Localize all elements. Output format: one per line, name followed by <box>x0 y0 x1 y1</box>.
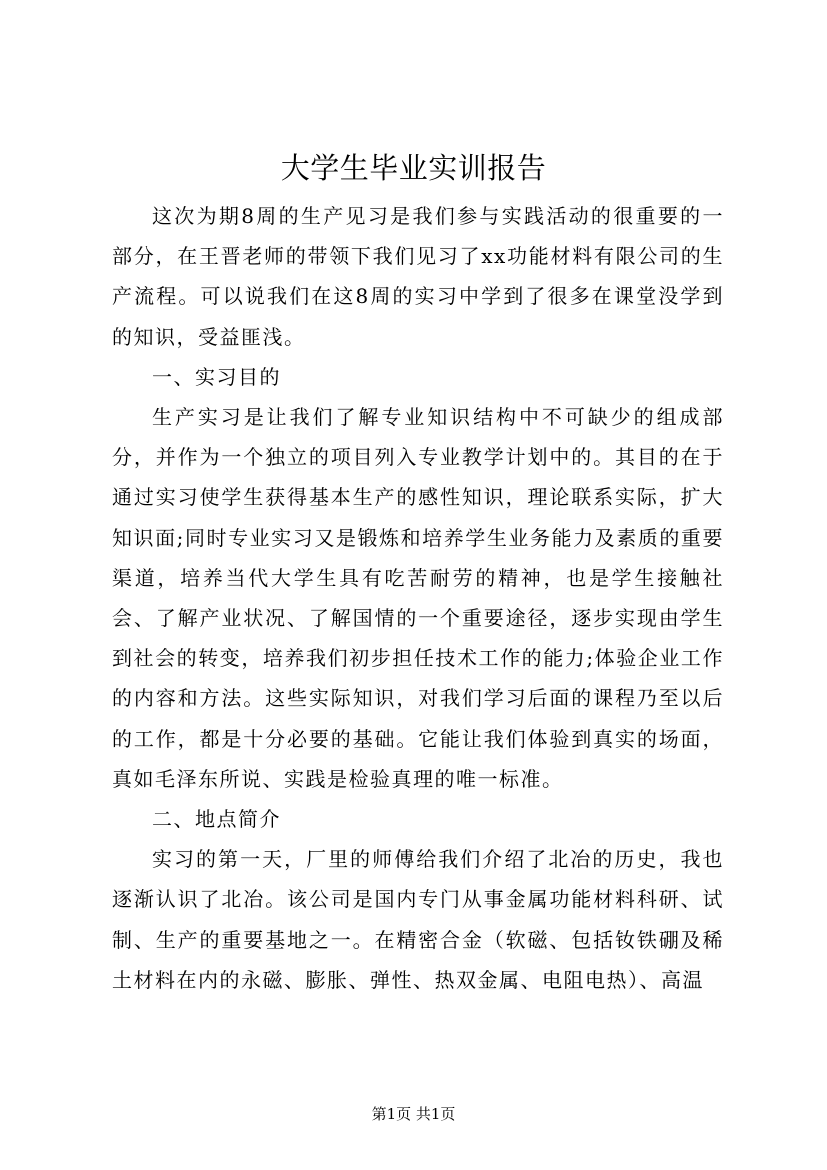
document-body <box>112 196 724 1000</box>
intro-paragraph: 这次为期8周的生产见习是我们参与实践活动的很重要的一部分，在王晋老师的带领下我们见习了xx功能材料有限公司的生产流程。可以说我们在这8周的实习中学到了很多在课堂没学到的知识，受益匪浅。 <box>112 204 724 349</box>
document-title: 大学生毕业实训报告 <box>280 151 547 185</box>
purpose-paragraph: 生产实习是让我们了解专业知识结构中不可缺少的组成部分，并作为一个独立的项目列入专业教学计划中的。其目的在于通过实习使学生获得基本生产的感性知识，理论联系实际，扩大知识面;同时专业实习又是锻炼和培养学生业务能力及素质的重要渠道，培养当代大学生具有吃苦耐劳的精神，也是学生接触社会、了解产业状况、了解国情的一个重要途径，逐步实现由学生到社会的转变，培养我们初步担任技术工作的能力;体验企业工作的内容和方法。这些实际知识，对我们学习后面的课程乃至以后的工作，都是十分必要的基础。它能让我们体验到真实的场面，真如毛泽东所说、实践是检验真理的唯一标准。 <box>112 405 724 791</box>
location-paragraph: 实习的第一天，厂里的师傅给我们介绍了北冶的历史，我也逐渐认识了北冶。该公司是国内专门从事金属功能材料科研、试制、生产的重要基地之一。在精密合金（软磁、包括钕铁硼及稀土材料在内的永磁、膨胀、弹性、热双金属、电阻电热）、高温 <box>112 847 724 992</box>
section-heading-purpose: 一、实习目的 <box>152 364 281 389</box>
page-number-footer: 第1页 共1页 <box>371 1105 456 1123</box>
section-heading-location: 二、地点简介 <box>152 807 281 832</box>
